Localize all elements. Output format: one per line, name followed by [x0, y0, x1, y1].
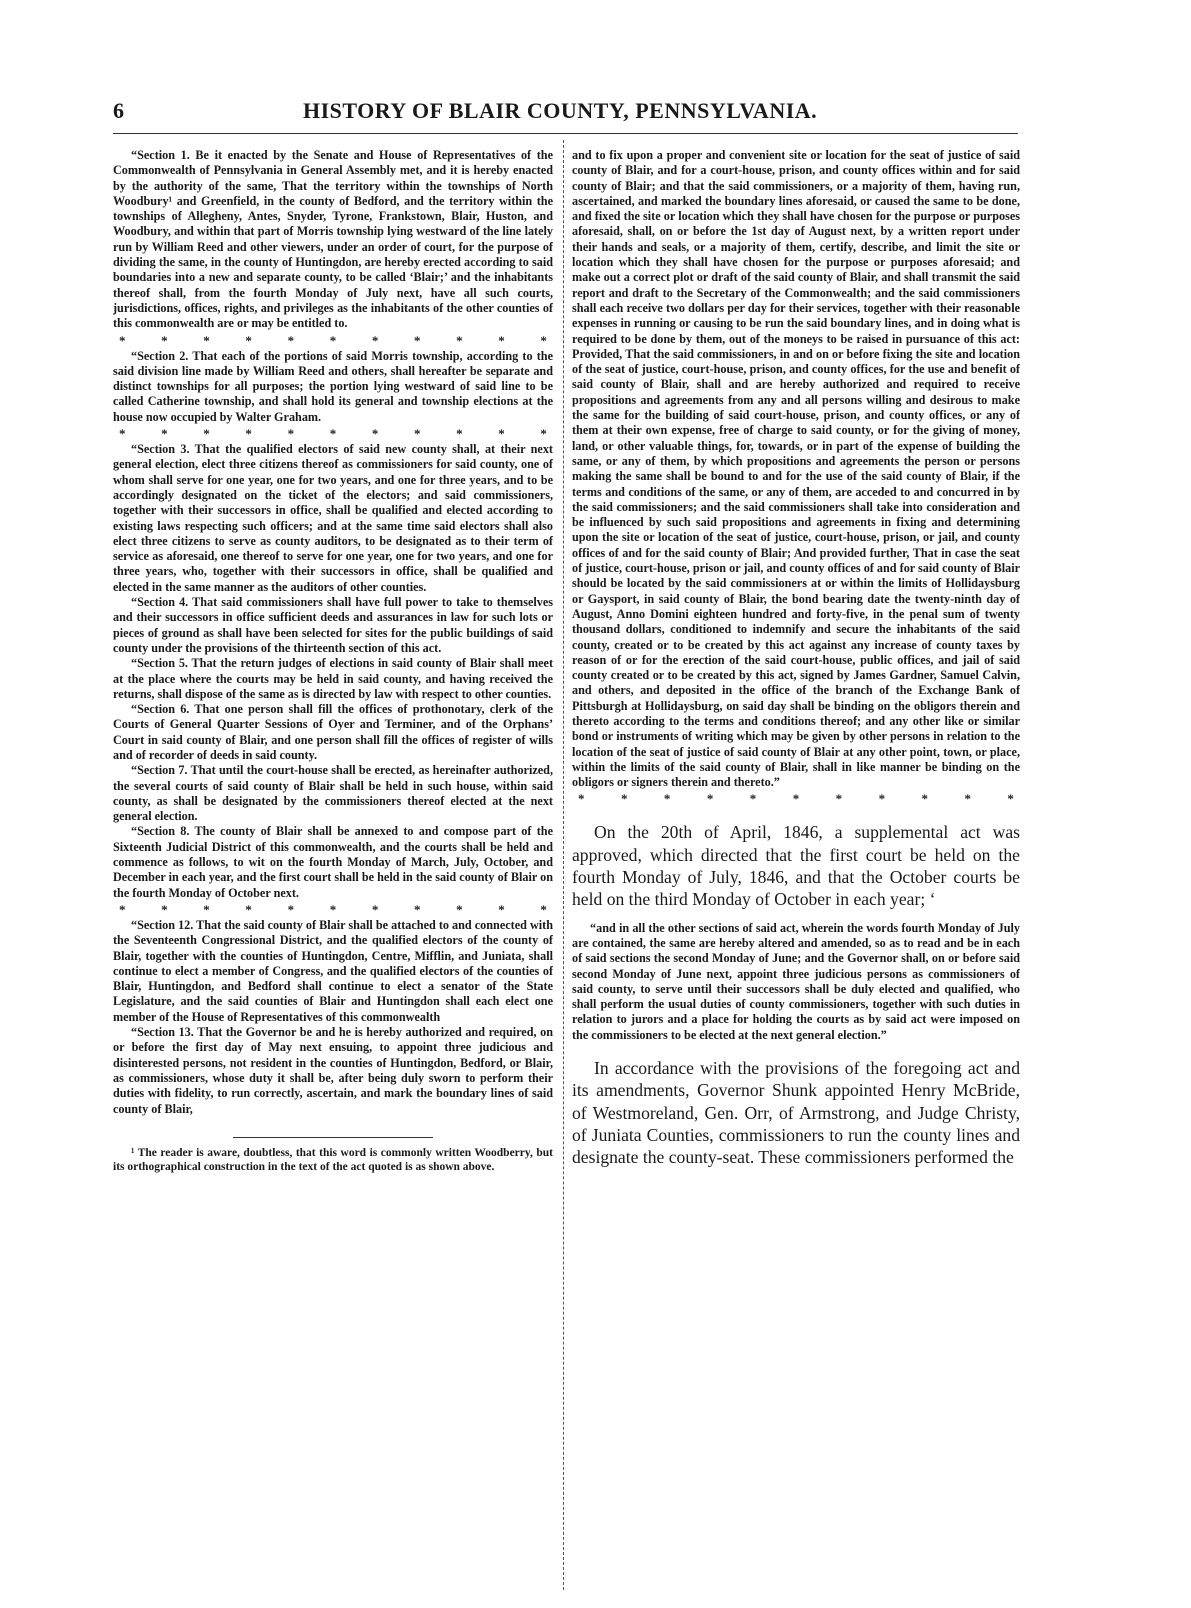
star-separator — [572, 792, 1020, 805]
column-divider — [563, 140, 564, 1590]
section-1-paragraph: “Section 1. Be it enacted by the Senate and House of Representatives of the Commonwealth of Pennsylvania in General Assembly met, and it is hereby enacted by the authority of the same, That the territory within the townships of North Woodbury¹ and Greenfield, in the county of Bedford, and the territory within the townships of Allegheny, Antes, Snyder, Tyrone, Frankstown, Blair, Huston, and Woodbury, and within that part of Morris township lying westward of the line lately run by William Reed and other viewers, under an order of court, for the purpose of dividing the same, in the county of Huntingdon, are hereby erected according to said boundaries into a new and separate county, to be called ‘Blair;’ and the inhabitants thereof shall, from the fourth Monday of July next, have all such courts, jurisdictions, offices, rights, and privileges as the inhabitants of the other counties of this commonwealth are or may be entitled to. — [113, 148, 553, 331]
star: * — [1007, 791, 1014, 807]
star: * — [161, 426, 168, 442]
star: * — [498, 426, 505, 442]
footnote-rule — [233, 1137, 433, 1138]
star: * — [578, 791, 585, 807]
star: * — [835, 791, 843, 807]
star: * — [540, 332, 547, 348]
star: * — [878, 791, 886, 807]
star: * — [329, 426, 337, 442]
star: * — [371, 901, 379, 917]
section-7-paragraph: “Section 7. That until the court-house shall be erected, as hereinafter authorized, the several courts of said county of Blair shall be held in such house, within said county, as shall be designated by the commissioners thereof elected at the next general election. — [113, 763, 553, 824]
section-8-paragraph: “Section 8. The county of Blair shall be annexed to and compose part of the Sixteenth Judicial District of this commonwealth, and the courts shall be held and commence as follows, to wit on the fourth Monday of March, July, October, and December in each year, and the first court shall be held in the said county of Blair on the fourth Monday of October next. — [113, 824, 553, 900]
star: * — [371, 332, 379, 348]
section-13-paragraph: “Section 13. That the Governor be and he is hereby authorized and required, on or before the first day of May next ensuing, to appoint three judicious and disinterested persons, not resident in the counties of Huntingdon, Bedford, or Blair, as commissioners, whose duty it shall be, after being duly sworn to perform their duties with fidelity, to run correctly, ascertain, and mark the boundary lines of said county of Blair, — [113, 1025, 553, 1116]
star: * — [287, 901, 295, 917]
right-column — [572, 148, 1020, 1608]
star: * — [456, 332, 463, 348]
star: * — [413, 426, 421, 442]
star: * — [792, 791, 800, 807]
supplemental-act-quote: “and in all the other sections of said act, wherein the words fourth Monday of July are contained, the same are hereby altered and amended, so as to read and be in each of said sections the second Monday of June; and the Governor shall, on or before said second Monday of June next, appoint three judicious persons as commissioners of said county, to serve until their successors shall be duly elected and qualified, who shall perform the usual duties of county commissioners, together with such duties in relation to jurors and a place for holding the courts as by said act were imposed on the commissioners to be elected at the next general election.” — [572, 920, 1020, 1042]
star: * — [245, 426, 252, 442]
header-rule — [113, 133, 1018, 134]
running-head: HISTORY OF BLAIR COUNTY, PENNSYLVANIA. — [303, 98, 818, 123]
star: * — [413, 332, 421, 348]
star: * — [921, 791, 928, 807]
star: * — [287, 332, 295, 348]
star-separator — [113, 903, 553, 916]
star: * — [119, 901, 126, 917]
page-header — [113, 98, 1033, 128]
star: * — [413, 901, 421, 917]
narrative-paragraph-2: In accordance with the provisions of the foregoing act and its amendments, Governor Shunk appointed Henry McBride, of Westmoreland, Gen. Orr, of Armstrong, and Judge Christy, of Juniata Counties, commissioners to run the county lines and designate the county-seat. These commissioners performed the — [572, 1058, 1020, 1168]
star: * — [119, 426, 126, 442]
star: * — [663, 791, 671, 807]
section-12-paragraph: “Section 12. That the said county of Blair shall be attached to and connected with the Seventeenth Congressional District, and the qualified electors of the county of Blair, together with the counties of Huntingdon, Centre, Mifflin, and Juniata, shall continue to elect a member of Congress, and the qualified electors of the counties of Blair, Huntingdon, and Bedford shall continue to elect a senator of the State Legislature, and the said counties of Blair and Huntingdon shall each elect one member of the House of Representatives of this commonwealth — [113, 917, 553, 1024]
star: * — [161, 332, 168, 348]
page-number: 6 — [113, 98, 124, 123]
star-separator — [113, 427, 553, 440]
star: * — [749, 791, 757, 807]
star: * — [498, 901, 505, 917]
star: * — [161, 901, 168, 917]
section-13-continuation: and to fix upon a proper and convenient site or location for the seat of justice of said county of Blair, and for a court-house, prison, and county offices within and for said county of Blair; and that the said commissioners, or a majority of them, having run, ascertained, and marked the boundary lines aforesaid, or caused the same to be done, and fixed the site or location which they shall have chosen for the purpose or purposes aforesaid, shall, on or before the 1st day of August next, by a written report under their hands and seals, or a majority of them, certify, describe, and limit the site or location which they shall have chosen for the purpose or purposes aforesaid; and make out a correct plot or draft of the said county of Blair, and shall transmit the said report and draft to the Secretary of the Commonwealth; and the said commissioners shall each receive two dollars per day for their services, together with their reasonable expenses in running or causing to be run the said boundary lines, and in doing what is required to be done by them, out of the moneys to be raised in pursuance of this act: Provided, That the said commissioners, in and on or before fixing the site and location of the seat of justice, court-house, prison, and county offices, for the use and benefit of said county of Blair, shall and are hereby authorized and required to receive propositions and agreements from any and all persons willing and desirous to make the same for the building of said court-house, prison, and county offices, or any of them at their own expense, free of charge to said county, or for the giving of money, land, or other valuable things, for, towards, or in part of the expense of building the same, or any of them, by which propositions and agreements the person or persons making the same shall be bound to and for the use of the said county of Blair, if the terms and conditions of the same, or any of them, are acceded to and concurred in by the said commissioners; and the said commissioners shall take into consideration and be influenced by such said propositions and agreements in fixing and determining upon the site or location of the seat of justice, court-house, prison, or jail, and county offices of and for the said county of Blair; And provided further, That in case the seat of justice, court-house, prison or jail, and county offices of and for said county of Blair should be located by the said commissioners at or within the limits of Hollidaysburg or Gaysport, in said county of Blair, the bond bearing date the twenty-ninth day of August, Anno Domini eighteen hundred and forty-five, in the penal sum of twenty thousand dollars, conditioned to indemnify and secure the inhabitants of the said county, created or to be created by this act against any increase of county taxes by reason of or for the erection of the said court-house, public offices, and jail of said county created or to be created by this act, signed by James Gardner, Samuel Calvin, and others, and deposited in the office of the branch of the Exchange Bank of Pittsburgh at Hollidaysburg, on said day shall be binding on the obligors therein and thereto according to the terms and conditions thereof; and any other like or similar bond or instruments of writing which may be given by other persons in relation to the location of the seat of justice of said county of Blair at any other point, town, or place, within the limits of the said county of Blair, shall in like manner be binding on the obligors or signers therein and thereto.” — [572, 148, 1020, 790]
narrative-paragraph-1: On the 20th of April, 1846, a supplemental act was approved, which directed that the first court be held on the fourth Monday of July, 1846, and that the October courts be held on the third Monday of October in each year; ‘ — [572, 822, 1020, 910]
star: * — [456, 901, 463, 917]
star: * — [706, 791, 714, 807]
section-2-paragraph: “Section 2. That each of the portions of said Morris township, according to the said division line made by William Reed and others, shall hereafter be separate and distinct townships for all purposes; the portion lying westward of said line to be called Catherine township, and shall hold its general and township elections at the house now occupied by Walter Graham. — [113, 348, 553, 424]
star: * — [203, 332, 210, 348]
left-column — [113, 148, 553, 1608]
section-6-paragraph: “Section 6. That one person shall fill the offices of prothonotary, clerk of the Courts of General Quarter Sessions of Oyer and Terminer, and of the Orphans’ Court in said county of Blair, and one person shall fill the offices of register of wills and of recorder of deeds in said county. — [113, 702, 553, 762]
section-3-paragraph: “Section 3. That the qualified electors of said new county shall, at their next general election, elect three citizens thereof as commissioners for said county, one of whom shall serve for one year, one for two years, and one for three years, and to be accordingly designated on the ticket of the electors; and said commissioners, together with their successors in office, shall be qualified and elected according to existing laws respecting such officers; and at the same time said electors shall also elect three citizens to serve as county auditors, to be designated as to their term of service as aforesaid, one thereof to serve for one year, one for two years, and one for three years, who, together with their successors in office, shall be qualified and elected in the same manner as the auditors of other counties. — [113, 442, 553, 594]
star: * — [329, 901, 337, 917]
star: * — [620, 791, 628, 807]
star-separator — [113, 334, 553, 347]
star: * — [498, 332, 505, 348]
star: * — [329, 332, 337, 348]
star: * — [245, 332, 252, 348]
star: * — [540, 901, 547, 917]
star: * — [287, 426, 295, 442]
section-4-paragraph: “Section 4. That said commissioners shall have full power to take to themselves and their successors in office sufficient deeds and assurances in law for such lots or pieces of ground as shall have been selected for sites for the public buildings of said county under the provisions of the thirteenth section of this act. — [113, 595, 553, 655]
star: * — [203, 426, 210, 442]
star: * — [456, 426, 463, 442]
section-5-paragraph: “Section 5. That the return judges of elections in said county of Blair shall meet at the place where the courts may be held in said county, and having received the returns, shall dispose of the same as is directed by law with respect to other counties. — [113, 656, 553, 701]
footnote: ¹ The reader is aware, doubtless, that this word is commonly written Woodberry, but its orthographical construction in the text of the act quoted is as shown above. — [113, 1146, 553, 1174]
star: * — [119, 332, 126, 348]
star: * — [245, 901, 252, 917]
star: * — [371, 426, 379, 442]
star: * — [540, 426, 547, 442]
star: * — [964, 791, 971, 807]
star: * — [203, 901, 210, 917]
